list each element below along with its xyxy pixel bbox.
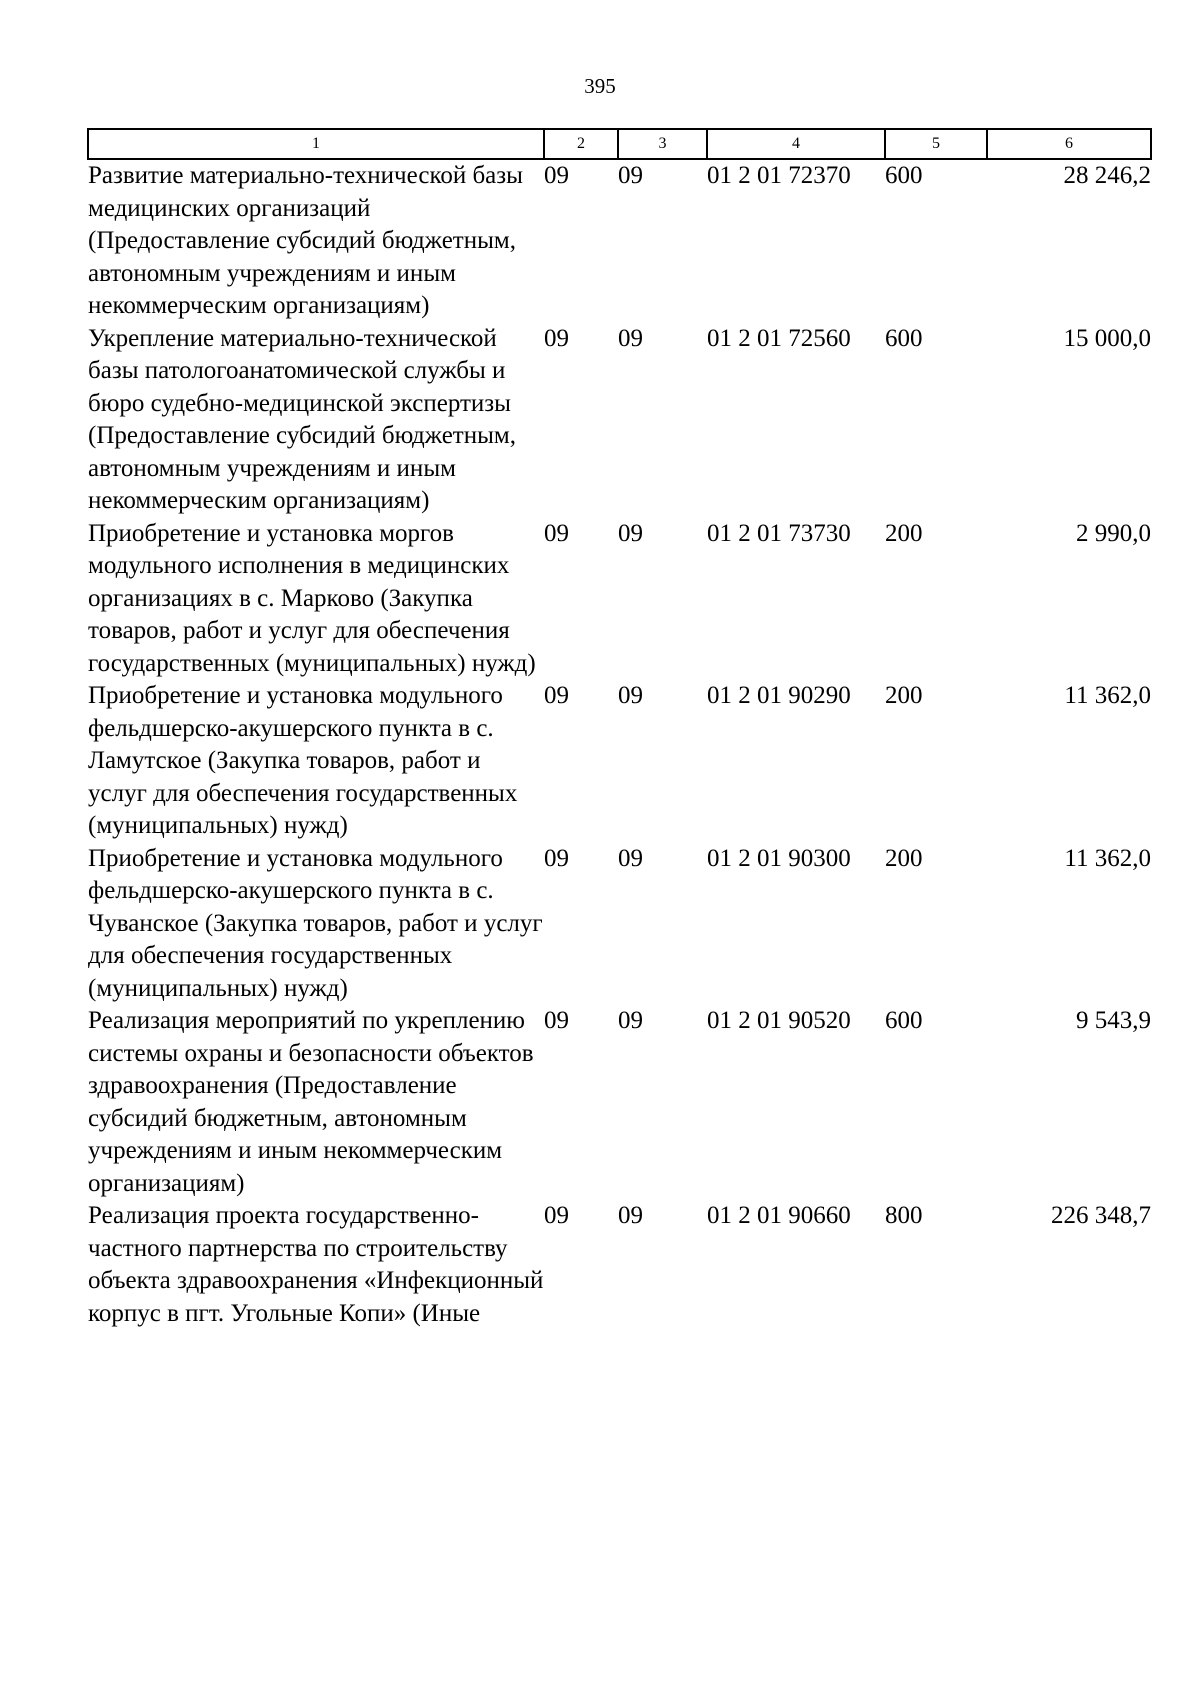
row-section: 09 bbox=[544, 844, 569, 872]
row-section: 09 bbox=[544, 324, 569, 352]
row-section: 09 bbox=[544, 1007, 569, 1034]
header-col-5: 5 bbox=[885, 129, 987, 159]
table-header bbox=[88, 129, 1151, 159]
row-name: Укрепление материально-технической базы патологоанатомической службы и бюро судебно-медицинской экспертизы (Предоставление субсидий бюджетным, автономным учреждениям и иным некоммерческим организациям) bbox=[88, 324, 516, 514]
row-amount: 11 362,0 bbox=[1064, 682, 1151, 709]
table-row bbox=[88, 843, 1151, 1006]
header-col-2: 2 bbox=[544, 129, 618, 159]
page-number-text: 395 bbox=[584, 74, 616, 98]
row-amount: 226 348,7 bbox=[1051, 1202, 1151, 1229]
row-amount: 11 362,0 bbox=[1064, 844, 1151, 872]
table-row bbox=[88, 1200, 1151, 1330]
row-name: Приобретение и установка моргов модульного исполнения в медицинских организациях в с. Марково (Закупка товаров, работ и услуг для обеспечения государственных (муниципальных) нужд) bbox=[88, 519, 536, 677]
table-row bbox=[88, 1005, 1151, 1200]
row-amount: 15 000,0 bbox=[1063, 324, 1151, 352]
row-section: 09 bbox=[544, 682, 569, 709]
row-expense-type: 800 bbox=[885, 1202, 923, 1229]
page-number bbox=[0, 72, 1200, 100]
row-target-code: 01 2 01 72370 bbox=[707, 162, 851, 189]
row-expense-type: 200 bbox=[885, 844, 923, 872]
row-target-code: 01 2 01 72560 bbox=[707, 324, 851, 352]
row-name: Приобретение и установка модульного фельдшерско-акушерского пункта в с. Ламутское (Закупка товаров, работ и услуг для обеспечения государственных (муниципальных) нужд) bbox=[88, 682, 518, 839]
row-subsection: 09 bbox=[618, 844, 643, 872]
row-amount: 9 543,9 bbox=[1076, 1007, 1151, 1034]
row-expense-type: 600 bbox=[885, 1007, 923, 1034]
row-section: 09 bbox=[544, 1202, 569, 1229]
row-expense-type: 200 bbox=[885, 519, 923, 547]
row-expense-type: 600 bbox=[885, 324, 923, 352]
row-subsection: 09 bbox=[618, 1007, 643, 1034]
row-target-code: 01 2 01 90660 bbox=[707, 1202, 851, 1229]
row-name: Реализация проекта государственно-частного партнерства по строительству объекта здравоохранения «Инфекционный корпус в пгт. Угольные Копи» (Иные bbox=[88, 1202, 544, 1327]
row-target-code: 01 2 01 90520 bbox=[707, 1007, 851, 1034]
row-target-code: 01 2 01 90290 bbox=[707, 682, 851, 709]
table-row bbox=[88, 518, 1151, 681]
row-expense-type: 200 bbox=[885, 682, 923, 709]
table-row bbox=[88, 680, 1151, 843]
row-section: 09 bbox=[544, 519, 569, 547]
header-col-4: 4 bbox=[707, 129, 885, 159]
row-name: Реализация мероприятий по укреплению системы охраны и безопасности объектов здравоохранения (Предоставление субсидий бюджетным, автономным учреждениям и иным некоммерческим организациям) bbox=[88, 1007, 534, 1197]
row-subsection: 09 bbox=[618, 519, 643, 547]
row-subsection: 09 bbox=[618, 682, 643, 709]
row-subsection: 09 bbox=[618, 162, 643, 189]
row-amount: 2 990,0 bbox=[1076, 519, 1151, 547]
table-row bbox=[88, 323, 1151, 518]
row-section: 09 bbox=[544, 162, 569, 189]
row-amount: 28 246,2 bbox=[1063, 162, 1151, 189]
header-col-6: 6 bbox=[987, 129, 1151, 159]
row-target-code: 01 2 01 90300 bbox=[707, 844, 851, 872]
header-col-3: 3 bbox=[618, 129, 707, 159]
table-row bbox=[88, 159, 1151, 323]
row-subsection: 09 bbox=[618, 324, 643, 352]
row-subsection: 09 bbox=[618, 1202, 643, 1229]
row-target-code: 01 2 01 73730 bbox=[707, 519, 851, 547]
row-name: Приобретение и установка модульного фельдшерско-акушерского пункта в с. Чуванское (Закупка товаров, работ и услуг для обеспечения государственных (муниципальных) нужд) bbox=[88, 844, 543, 1002]
header-row bbox=[88, 129, 1151, 159]
table-body bbox=[88, 159, 1151, 1330]
header-col-1: 1 bbox=[88, 129, 544, 159]
row-name: Развитие материально-технической базы медицинских организаций (Предоставление субсидий бюджетным, автономным учреждениям и иным некоммерческим организациям) bbox=[88, 162, 523, 319]
row-expense-type: 600 bbox=[885, 162, 923, 189]
budget-table bbox=[87, 128, 1152, 1330]
